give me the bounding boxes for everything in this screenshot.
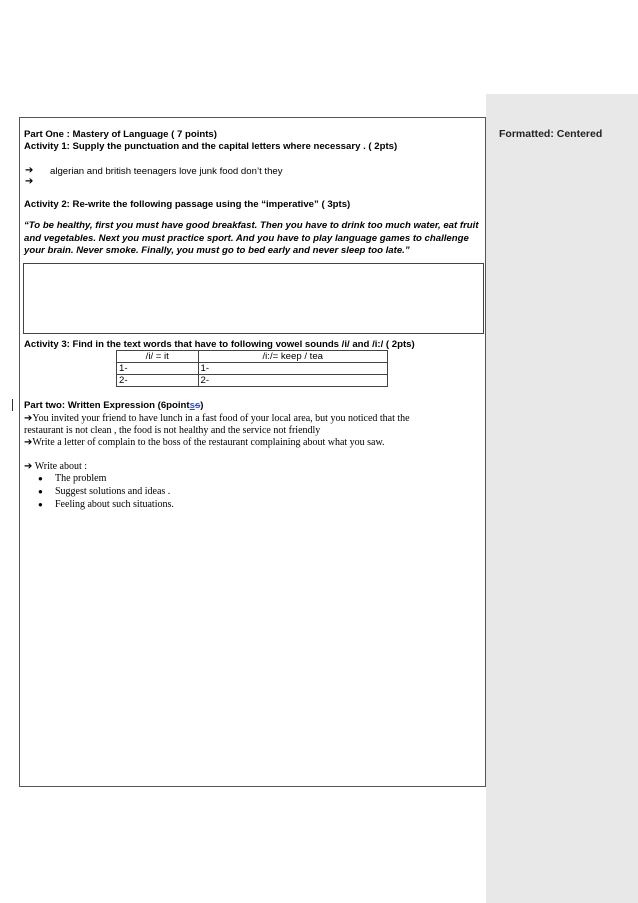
passage-line: “To be healthy, first you must have good breakfast. Then you have to drink too much water, eat fruit (24, 220, 479, 231)
task-line: restaurant is not clean , the food is not healthy and the service not friendly (24, 425, 321, 436)
exam-frame (19, 117, 486, 787)
bullet-icon: ● (38, 500, 43, 509)
activity3-title: Activity 3: Find in the text words that have to following vowel sounds /i/ and /i:/ ( 2pts) (24, 339, 415, 350)
inserted-text: s (189, 400, 195, 411)
passage-line: your brain. Never smoke. Finally, you must go to bed early and never sleep too late.” (24, 245, 410, 256)
task-line: ➔Write a letter of complain to the boss of the restaurant complaining about what you saw. (24, 437, 385, 448)
table-cell[interactable]: 1- (117, 363, 199, 375)
formatted-comment[interactable]: Formatted: Centered (499, 128, 603, 140)
table-cell[interactable]: 2- (117, 375, 199, 387)
bullet-item: Suggest solutions and ideas . (55, 486, 171, 497)
part-two-title-main: Part two: Written Expression (6point (24, 400, 190, 411)
answer-box[interactable] (23, 263, 484, 334)
part-two-title (24, 400, 204, 412)
passage-line: and vegetables. Next you must practice sport. And you have to play language games to challenge (24, 233, 469, 244)
activity1-sentence: algerian and british teenagers love junk food don’t they (50, 166, 283, 177)
comment-pane (486, 94, 638, 903)
table-row (117, 375, 388, 387)
activity2-title: Activity 2: Re-write the following passage using the “imperative” ( 3pts) (24, 199, 351, 210)
write-about: ➔ Write about : (24, 461, 88, 472)
arrow-icon: ➔ (25, 165, 34, 176)
table-row (117, 363, 388, 375)
arrow-icon: ➔ (25, 176, 34, 187)
bullet-item: The problem (55, 473, 107, 484)
bullet-icon: ● (38, 474, 43, 483)
vowel-table (116, 350, 388, 387)
table-header: /i:/= keep / tea (198, 351, 387, 363)
change-bar (12, 399, 13, 411)
table-cell[interactable]: 2- (198, 375, 387, 387)
bullet-icon: ● (38, 487, 43, 496)
deleted-text: s (194, 400, 201, 411)
part-one-title: Part One : Mastery of Language ( 7 points) (24, 129, 217, 140)
bullet-item: Feeling about such situations. (55, 499, 174, 510)
task-line: ➔You invited your friend to have lunch in a fast food of your local area, but you noticed that the (24, 413, 410, 424)
activity1-title: Activity 1: Supply the punctuation and the capital letters where necessary . ( 2pts) (24, 141, 398, 152)
part-two-title-end: ) (200, 400, 204, 411)
table-cell[interactable]: 1- (198, 363, 387, 375)
table-header: /i/ = it (117, 351, 199, 363)
